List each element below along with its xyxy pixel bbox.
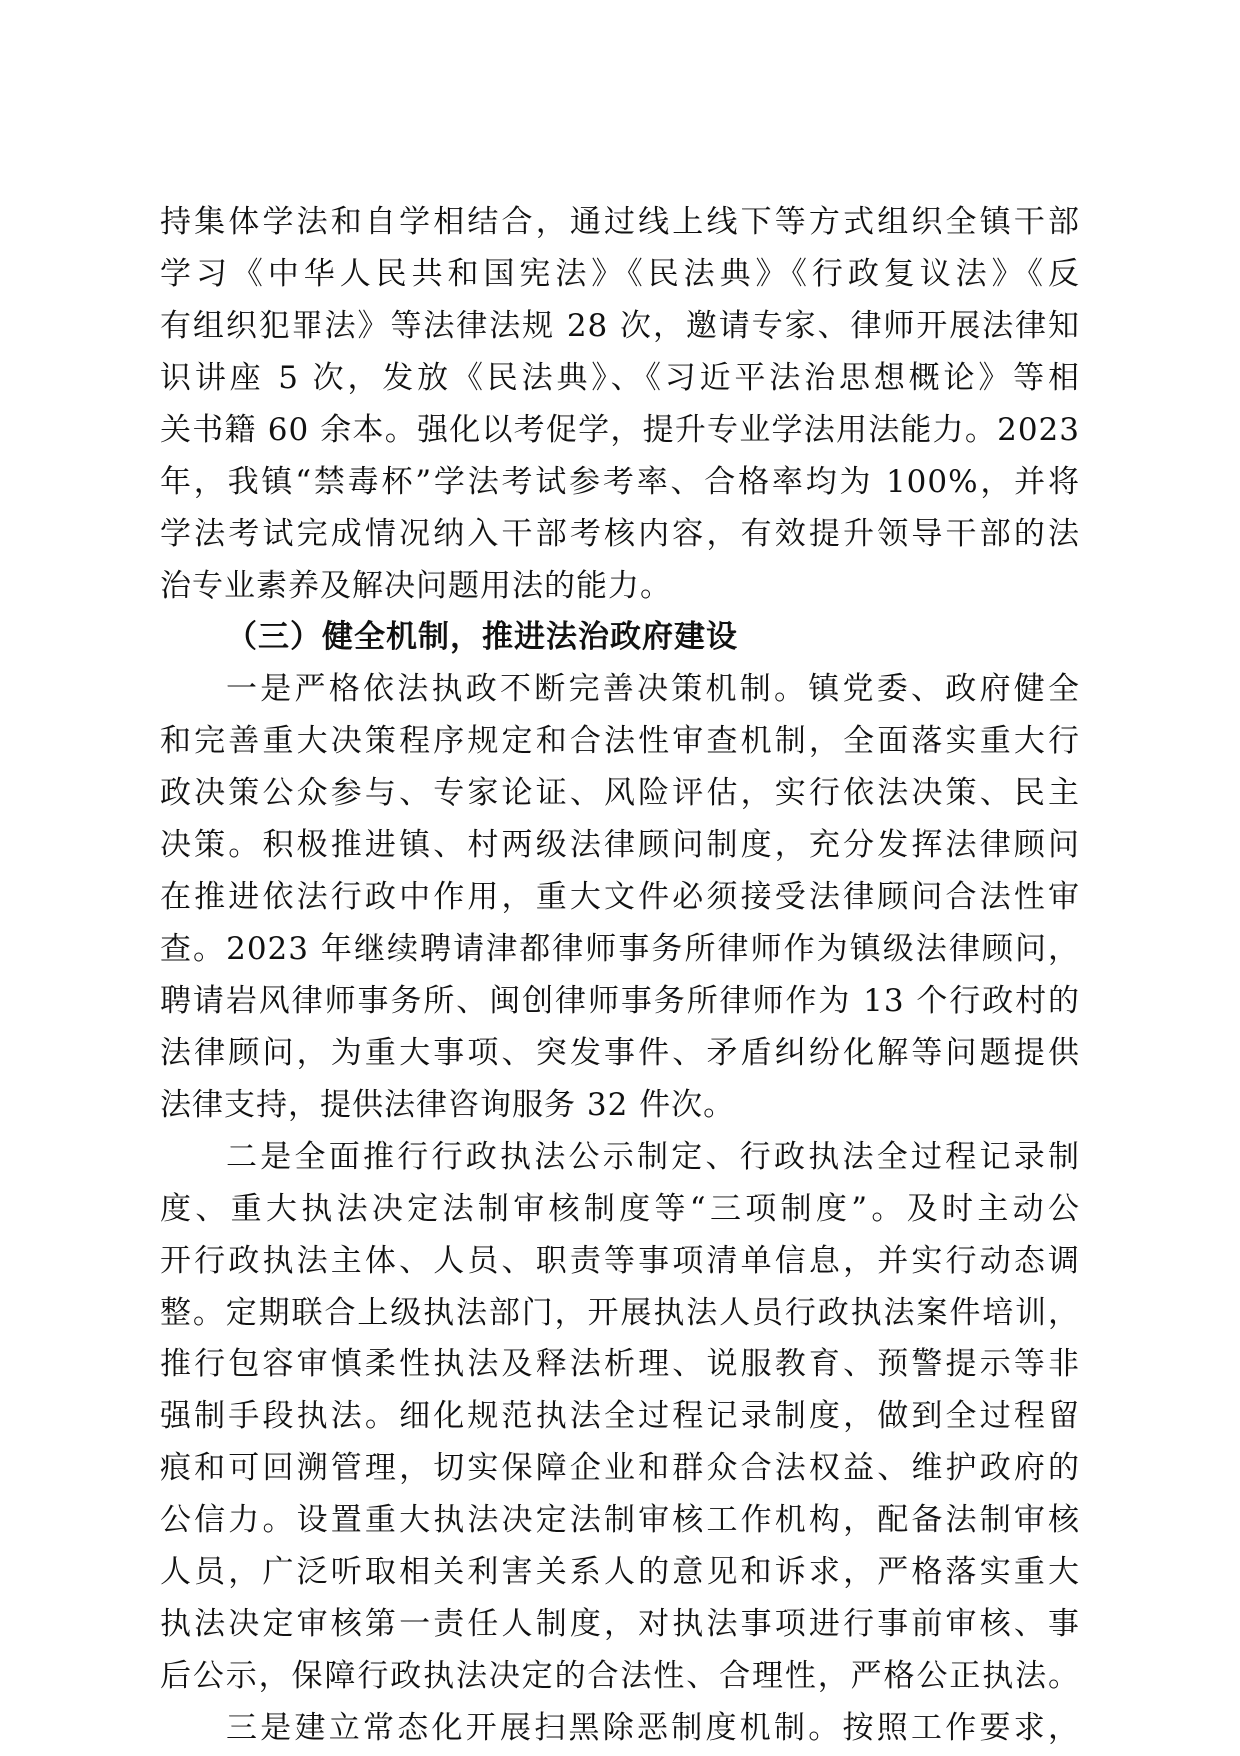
paragraph-line: 度、重大执法决定法制审核制度等“三项制度”。及时主动公 bbox=[160, 1191, 1080, 1227]
paragraph-line: 关书籍 60 余本。强化以考促学，提升专业学法用法能力。2023 bbox=[160, 412, 1080, 448]
paragraph-line: 执法决定审核第一责任人制度，对执法事项进行事前审核、事 bbox=[160, 1606, 1080, 1642]
paragraph-line: 法律顾问，为重大事项、突发事件、矛盾纠纷化解等问题提供 bbox=[160, 1035, 1080, 1071]
paragraph-line: 三是建立常态化开展扫黑除恶制度机制。按照工作要求， bbox=[226, 1710, 1080, 1746]
paragraph-line: 查。2023 年继续聘请津都律师事务所律师作为镇级法律顾问， bbox=[160, 931, 1080, 967]
paragraph-line: 强制手段执法。细化规范执法全过程记录制度，做到全过程留 bbox=[160, 1398, 1080, 1434]
paragraph-line: 和完善重大决策程序规定和合法性审查机制，全面落实重大行 bbox=[160, 723, 1080, 759]
document-page bbox=[160, 0, 1080, 1754]
section-heading: （三）健全机制，推进法治政府建设 bbox=[226, 619, 738, 655]
paragraph-line: 聘请岩风律师事务所、闽创律师事务所律师作为 13 个行政村的 bbox=[160, 983, 1080, 1019]
paragraph-line: 人员，广泛听取相关利害关系人的意见和诉求，严格落实重大 bbox=[160, 1554, 1080, 1590]
paragraph-line: 后公示，保障行政执法决定的合法性、合理性，严格公正执法。 bbox=[160, 1658, 1080, 1694]
paragraph-line: 年，我镇“禁毒杯”学法考试参考率、合格率均为 100%，并将 bbox=[160, 464, 1080, 500]
paragraph-line: 治专业素养及解决问题用法的能力。 bbox=[160, 568, 672, 604]
paragraph-line: 有组织犯罪法》等法律法规 28 次，邀请专家、律师开展法律知 bbox=[160, 308, 1080, 344]
paragraph-line: 整。定期联合上级执法部门，开展执法人员行政执法案件培训， bbox=[160, 1295, 1080, 1331]
paragraph-line: 在推进依法行政中作用，重大文件必须接受法律顾问合法性审 bbox=[160, 879, 1080, 915]
paragraph-line: 一是严格依法执政不断完善决策机制。镇党委、政府健全 bbox=[226, 671, 1080, 707]
paragraph-line: 痕和可回溯管理，切实保障企业和群众合法权益、维护政府的 bbox=[160, 1450, 1080, 1486]
paragraph-line: 学法考试完成情况纳入干部考核内容，有效提升领导干部的法 bbox=[160, 516, 1080, 552]
paragraph-line: 开行政执法主体、人员、职责等事项清单信息，并实行动态调 bbox=[160, 1243, 1080, 1279]
paragraph-line: 学习《中华人民共和国宪法》《民法典》《行政复议法》《反 bbox=[160, 256, 1080, 292]
paragraph-line: 二是全面推行行政执法公示制定、行政执法全过程记录制 bbox=[226, 1139, 1080, 1175]
paragraph-line: 识讲座 5 次，发放《民法典》、《习近平法治思想概论》等相 bbox=[160, 360, 1080, 396]
paragraph-line: 推行包容审慎柔性执法及释法析理、说服教育、预警提示等非 bbox=[160, 1346, 1080, 1382]
paragraph-line: 决策。积极推进镇、村两级法律顾问制度，充分发挥法律顾问 bbox=[160, 827, 1080, 863]
paragraph-line: 持集体学法和自学相结合，通过线上线下等方式组织全镇干部 bbox=[160, 204, 1080, 240]
paragraph-line: 政决策公众参与、专家论证、风险评估，实行依法决策、民主 bbox=[160, 775, 1080, 811]
paragraph-line: 公信力。设置重大执法决定法制审核工作机构，配备法制审核 bbox=[160, 1502, 1080, 1538]
paragraph-line: 法律支持，提供法律咨询服务 32 件次。 bbox=[160, 1087, 736, 1123]
